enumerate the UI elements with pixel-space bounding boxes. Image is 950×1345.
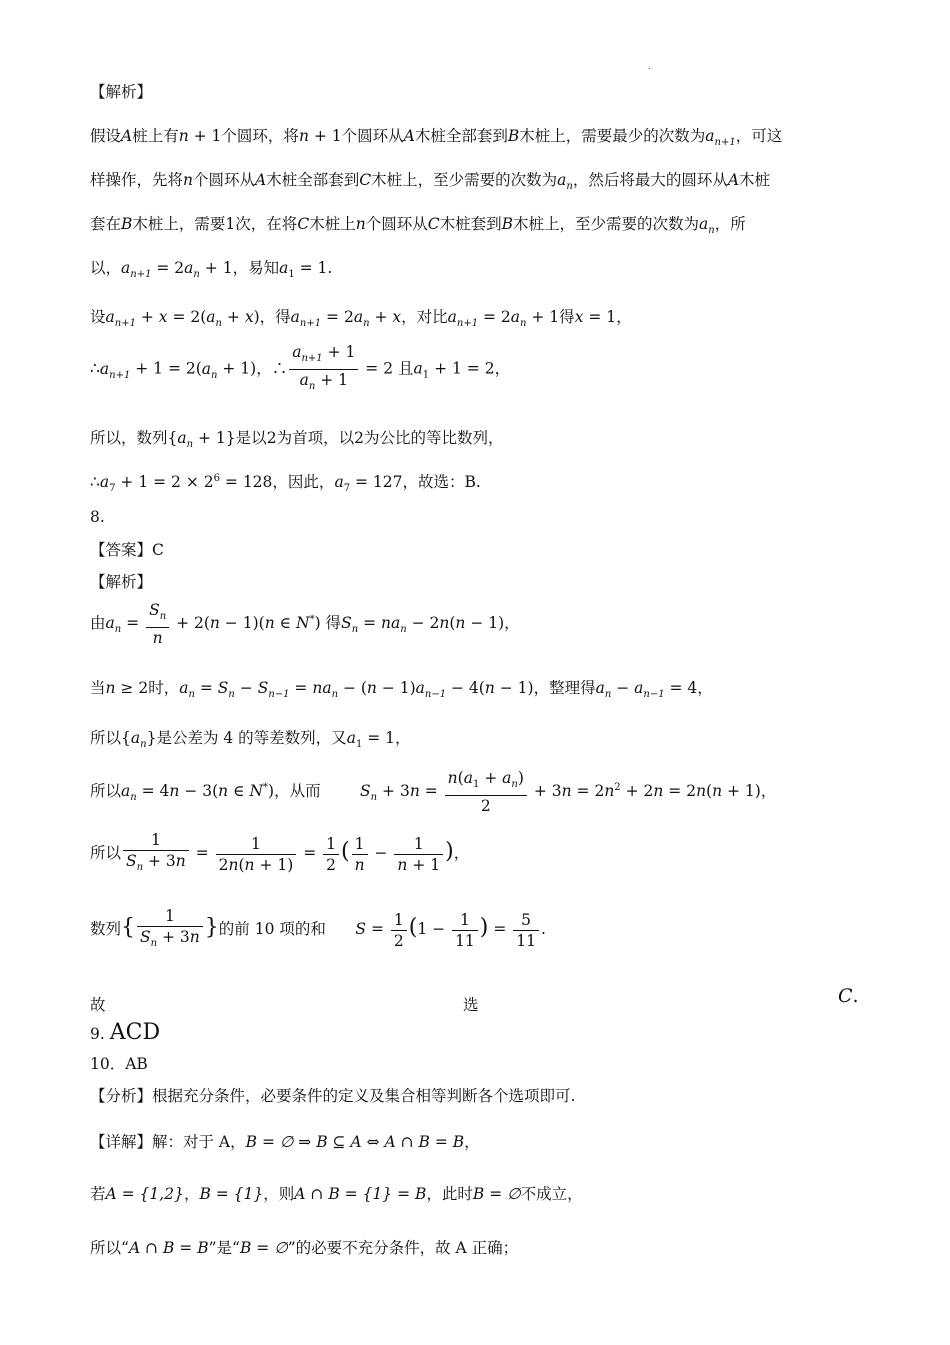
p8-line-6: 数列{ $\frac{1}{S_n + 3n}$ }的前 10 项的和 S = $\frac{1}{2}$ (1 − $\frac{1}{11}$ ) = $\frac{5}{11}$ . <box>90 907 546 950</box>
p10-line-2: 若A = {1,2}，B = {1}，则A ∩ B = {1} = B，此时B = ∅不成立， <box>90 1185 583 1203</box>
p7-line-3: 套在B木桩上，需要1次，在将C木桩上n个圆环从C木桩套到B木桩上，至少需要的次数为$a_n$，所 <box>90 215 746 237</box>
answer-8: 【答案】C <box>90 541 164 559</box>
p7-line-4: 以，$a_{n+1} = 2a_n + 1$，易知$a_1 = 1$. <box>90 259 333 281</box>
analysis-tag-8: 【解析】 <box>90 573 153 591</box>
p8-line-2: 当n ≥ 2时，$a_n = S_n - S_{n-1} = na_n - (n - 1)a_{n-1} - 4(n - 1)$，整理得$a_n - a_{n-1} = 4$， <box>90 679 713 701</box>
p8-conclusion-answer: C. <box>838 985 859 1007</box>
p10-line-3: 所以“A ∩ B = B”是“B = ∅”的必要不充分条件，故 A 正确； <box>90 1239 519 1257</box>
p7-line-2: 样操作，先将n个圆环从A木桩全部套到C木桩上，至少需要的次数为$a_n$，然后将最大的圆环从A木桩 <box>90 171 771 193</box>
question-number-8: 8. <box>90 508 105 526</box>
p8-line-5: 所以 $\frac{1}{S_n + 3n}$ = $\frac{1}{2n(n + 1)}$ = $\frac{1}{2}$ ( $\frac{1}{n}$ − $\frac{1}{n + 1}$ )， <box>90 831 470 874</box>
p7-line-8: $\therefore a_7 + 1 = 2 \times 2^6 = 128$，因此，$a_7 = 127$，故选：B. <box>90 472 481 495</box>
p8-line-3: 所以$\{a_n\}$是公差为 4 的等差数列，又$a_1 = 1$， <box>90 729 411 751</box>
p7-line-6: $\therefore a_{n+1} + 1 = 2(a_n + 1)$，∴ $\frac{a_{n+1} + 1}{a_n + 1}$ = 2 且$a_1 + 1 = 2$， <box>90 343 511 393</box>
question-9: 9. ACD <box>90 1020 161 1045</box>
p7-line-1: 假设A桩上有n + 1个圆环，将n + 1个圆环从A木桩全部套到B木桩上，需要最少的次数为$a_{n+1}$，可这 <box>90 127 783 149</box>
analysis-tag-7: 【解析】 <box>90 83 153 101</box>
p7-line-5: 设$a_{n+1} + x = 2(a_n + x)$，得$a_{n+1} = 2a_n + x$，对比$a_{n+1} = 2a_n + 1$得x = 1， <box>90 308 632 330</box>
question-10: 10．AB <box>90 1055 148 1073</box>
p8-line-4: 所以$a_n = 4n - 3(n$ ∈ N*)，从而 $S_n + 3n$ = $\frac{n(a_1 + a_n)}{2}$ + $3n = 2n^2 + 2n = 2n(n + 1)$， <box>90 769 777 816</box>
p7-line-7: 所以，数列$\{a_n + 1\}$是以2为首项，以2为公比的等比数列， <box>90 429 504 451</box>
analysis-10: 【分析】根据充分条件，必要条件的定义及集合相等判断各个选项即可. <box>90 1087 576 1105</box>
stray-dot: . <box>648 62 651 71</box>
p8-conclusion-gu: 故 <box>90 996 106 1014</box>
p8-conclusion-xuan: 选 <box>463 996 479 1014</box>
p10-line-1: 【详解】解：对于 A，B = ∅ ⇒ B ⊆ A ⇔ A ∩ B = B， <box>90 1133 480 1151</box>
p8-line-1: 由$a_n$ = $\frac{S_n}{n}$ + 2(n − 1)(n ∈ N*) 得$S_n = na_n - 2n(n - 1)$， <box>90 601 520 648</box>
